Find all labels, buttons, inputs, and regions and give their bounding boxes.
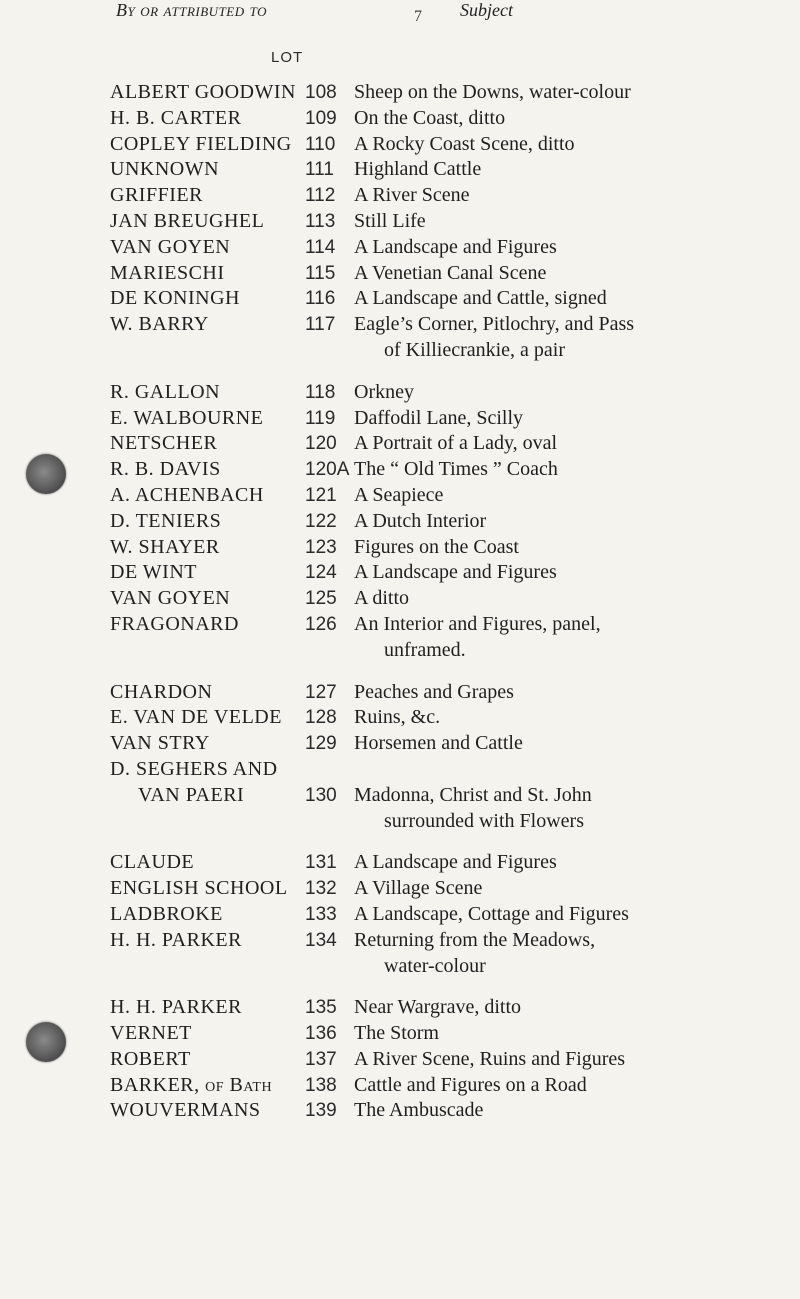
artist-name [110,209,282,235]
subject-title [354,261,786,287]
row-gap [0,664,800,680]
subject-text: A Landscape and Figures [354,235,557,258]
subject-text: The Storm [354,1022,439,1045]
subject-title [354,1098,786,1124]
list-item [0,1021,800,1047]
subject-title [354,586,786,612]
lot-number: 125 [305,588,337,610]
subject-title [354,457,786,483]
artist-name-text: VAN STRY [110,732,210,755]
lot-number: 137 [305,1048,337,1070]
artist-name-text: MARIESCHI [110,261,225,284]
column-header-lot: LOT [271,49,304,66]
artist-name [110,902,282,928]
subject-text: The Ambuscade [354,1099,484,1122]
artist-name-text: H. H. PARKER [110,928,242,951]
lot-number: 112 [305,185,336,207]
lot-number: 120 [305,433,337,455]
subject-title [354,132,786,158]
artist-name-text: E. VAN DE VELDE [110,706,282,729]
subject-text-continued: surrounded with Flowers [384,809,584,832]
artist-name [110,312,282,338]
artist-name [110,1047,282,1073]
list-item [0,380,800,406]
row-gap [0,364,800,380]
subject-title [354,80,786,106]
lot-number: 138 [305,1074,337,1096]
lot-number: 127 [305,681,337,703]
subject-text: A Village Scene [354,877,483,900]
subject-title [354,783,786,835]
artist-name-text: D. TENIERS [110,509,222,532]
subject-text: An Interior and Figures, panel, [354,612,601,635]
subject-title [354,612,786,664]
artist-name [110,757,282,809]
subject-title [354,286,786,312]
list-item [0,286,800,312]
lot-number: 132 [305,878,337,900]
artist-name-text: JAN BREUGHEL [110,209,265,232]
subject-text-continued: unframed. [384,638,466,661]
lot-number: 135 [305,997,337,1019]
artist-name [110,705,282,731]
artist-name [110,509,282,535]
list-item [0,235,800,261]
list-item [0,731,800,757]
list-item [0,509,800,535]
list-item [0,1047,800,1073]
subject-text: Orkney [354,380,414,403]
artist-name [110,928,282,954]
artist-name [110,680,282,706]
list-item [0,535,800,561]
lot-number: 110 [305,133,336,155]
list-item [0,850,800,876]
subject-text: A Landscape and Figures [354,851,557,874]
subject-text: On the Coast, ditto [354,106,506,129]
column-header-subject: Subject [460,0,513,20]
artist-name-text: A. ACHENBACH [110,483,264,506]
artist-name-text: VAN GOYEN [110,235,231,258]
subject-title [354,183,786,209]
artist-name [110,261,282,287]
list-item [0,106,800,132]
artist-name [110,612,282,638]
artist-name-text: VERNET [110,1022,192,1045]
artist-name [110,850,282,876]
artist-name [110,132,292,158]
list-item [0,183,800,209]
artist-name [110,731,282,757]
subject-text: Highland Cattle [354,158,482,181]
artist-name-text: DE KONINGH [110,287,240,310]
artist-name-text: CHARDON [110,680,213,703]
subject-text: The “ Old Times ” Coach [354,458,558,481]
lot-number: 128 [305,707,337,729]
artist-name [110,560,282,586]
list-item [0,1073,800,1099]
lot-number: 115 [305,262,336,284]
subject-title [354,406,786,432]
lot-number: 121 [305,484,337,506]
artist-name [110,235,282,261]
artist-name [110,286,282,312]
subject-text: A Landscape and Figures [354,561,557,584]
artist-name-text: GRIFFIER [110,184,203,207]
subject-title [354,680,786,706]
lot-number: 126 [305,613,337,635]
subject-title [354,560,786,586]
subject-text: A River Scene [354,184,470,207]
lot-number: 111 [305,159,334,181]
subject-title [354,902,786,928]
subject-text: A ditto [354,587,410,610]
artist-name-text: E. WALBOURNE [110,406,264,429]
artist-name-text: COPLEY FIELDING [110,132,292,155]
list-item [0,928,800,980]
artist-name-text: NETSCHER [110,432,218,455]
subject-text: A River Scene, Ruins and Figures [354,1047,626,1070]
artist-name [110,1098,282,1124]
row-gap [0,979,800,995]
subject-text-continued: of Killiecrankie, a pair [384,338,566,361]
lot-number: 119 [305,407,336,429]
list-item [0,560,800,586]
subject-title [354,850,786,876]
subject-text: A Rocky Coast Scene, ditto [354,132,575,155]
list-item [0,157,800,183]
subject-title [354,157,786,183]
artist-name [110,1021,282,1047]
list-item [0,680,800,706]
page-mark: 7 [414,8,422,25]
list-item [0,132,800,158]
artist-name-text: ROBERT [110,1047,191,1070]
lot-number: 133 [305,903,337,925]
subject-text: Peaches and Grapes [354,680,514,703]
artist-name [110,380,282,406]
subject-text: A Venetian Canal Scene [354,261,547,284]
lot-number: 122 [305,510,337,532]
subject-title [354,731,786,757]
subject-title [354,1021,786,1047]
list-item [0,995,800,1021]
list-item [0,902,800,928]
artist-name [110,876,288,902]
list-item [0,261,800,287]
subject-title [354,431,786,457]
artist-name-text: R. B. DAVIS [110,458,221,481]
subject-text: Near Wargrave, ditto [354,996,522,1019]
list-item [0,406,800,432]
lot-number: 116 [305,288,336,310]
list-item [0,431,800,457]
list-item [0,876,800,902]
list-item [0,1098,800,1124]
lot-number: 124 [305,562,337,584]
subject-text: A Seapiece [354,483,444,506]
artist-name-text: ENGLISH SCHOOL [110,877,288,900]
artist-name [110,586,282,612]
subject-text: A Portrait of a Lady, oval [354,432,558,455]
subject-title [354,380,786,406]
lot-number: 118 [305,381,336,403]
artist-name-text: R. GALLON [110,380,221,403]
artist-name [110,106,282,132]
subject-text: Horsemen and Cattle [354,732,523,755]
artist-name-text: DE WINT [110,561,197,584]
subject-text: Cattle and Figures on a Road [354,1073,587,1096]
subject-text: A Landscape and Cattle, signed [354,287,607,310]
artist-name-text: H. H. PARKER [110,996,242,1019]
list-item [0,705,800,731]
subject-text: Sheep on the Downs, water-colour [354,81,631,103]
subject-title [354,106,786,132]
artist-name-text: CLAUDE [110,851,195,874]
lot-number: 134 [305,929,337,951]
artist-name [110,406,282,432]
catalogue-list [0,80,800,1124]
subject-text: Madonna, Christ and St. John [354,783,592,806]
artist-name-text: ALBERT GOODWIN [110,81,296,103]
lot-number: 130 [305,784,337,806]
artist-name [110,535,282,561]
artist-name-text: LADBROKE [110,902,223,925]
row-gap [0,834,800,850]
subject-text: Daffodil Lane, Scilly [354,406,524,429]
subject-text: Figures on the Coast [354,535,519,558]
subject-title [354,509,786,535]
subject-title [354,312,786,364]
artist-name-text: W. BARRY [110,313,209,336]
artist-name-text: BARKER, of Bath [110,1073,273,1096]
subject-text: Returning from the Meadows, [354,928,596,951]
list-item [0,457,800,483]
subject-text: A Dutch Interior [354,509,487,532]
lot-number: 109 [305,107,337,129]
subject-text: Ruins, &c. [354,706,441,729]
artist-name-text: VAN GOYEN [110,587,231,610]
artist-name-text: W. SHAYER [110,535,220,558]
artist-name [110,483,282,509]
list-item [0,80,800,106]
artist-name-text: H. B. CARTER [110,106,242,129]
subject-title [354,235,786,261]
lot-number: 136 [305,1023,337,1045]
lot-number: 120A [305,459,350,481]
subject-title [354,876,786,902]
list-item [0,757,800,834]
lot-number: 123 [305,536,337,558]
subject-title [354,1073,786,1099]
artist-name [110,995,282,1021]
subject-title [354,483,786,509]
lot-number: 113 [305,210,336,232]
subject-title [354,928,786,980]
column-header-artist: By or attributed to [116,0,268,20]
artist-name-text: D. SEGHERS AND [110,757,278,780]
lot-number: 108 [305,82,337,103]
list-item [0,312,800,364]
artist-name [110,80,296,106]
subject-title [354,535,786,561]
artist-name [110,1073,282,1099]
artist-name-continued: VAN PAERI [138,783,245,806]
lot-number: 131 [305,852,337,874]
list-item [0,612,800,664]
artist-name-text: FRAGONARD [110,612,239,635]
subject-text: Still Life [354,209,426,232]
subject-text-continued: water-colour [384,954,486,977]
lot-number: 129 [305,733,337,755]
lot-number: 114 [305,236,336,258]
subject-title [354,209,786,235]
artist-name [110,157,282,183]
subject-text: A Landscape, Cottage and Figures [354,902,629,925]
lot-number: 117 [305,314,336,336]
list-item [0,209,800,235]
list-item [0,586,800,612]
artist-name [110,431,282,457]
artist-name [110,457,282,483]
subject-title [354,1047,786,1073]
subject-title [354,995,786,1021]
subject-text: Eagle’s Corner, Pitlochry, and Pass [354,313,635,336]
lot-number: 139 [305,1100,337,1122]
subject-title [354,705,786,731]
artist-name-text: UNKNOWN [110,158,220,181]
artist-name-text: WOUVERMANS [110,1099,261,1122]
list-item [0,483,800,509]
artist-name [110,183,282,209]
